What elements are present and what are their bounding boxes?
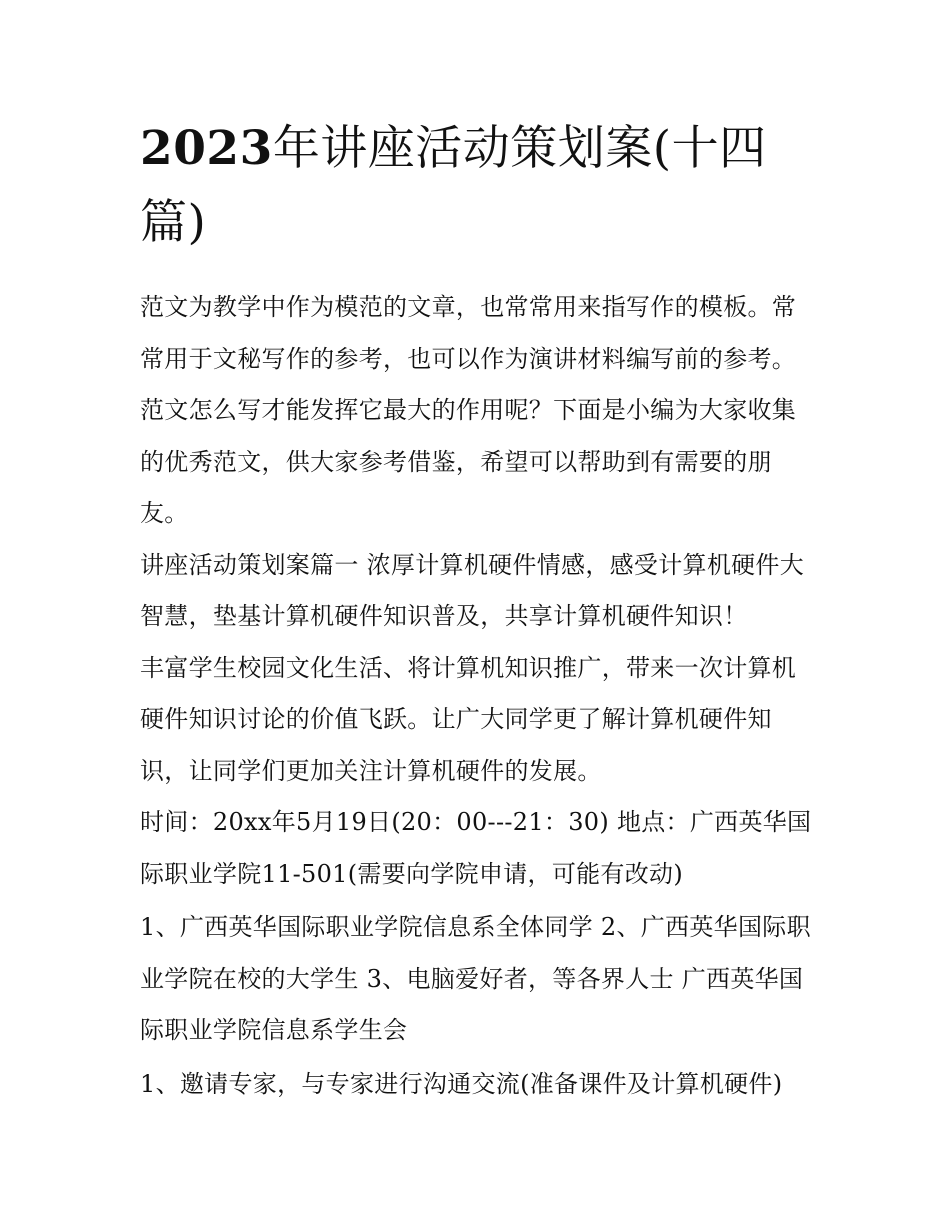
- title-year: 2023: [140, 121, 273, 176]
- paragraph-time-location: 时间：20xx年5月19日(20：00---21：30) 地点：广西英华国际职业学院11-501(需要向学院申请，可能有改动): [140, 808, 812, 888]
- paragraph-purpose: 丰富学生校园文化生活、将计算机知识推广，带来一次计算机硬件知识讨论的价值飞跃。让广大同学更了解计算机硬件知识，让同学们更加关注计算机硬件的发展。: [140, 653, 797, 785]
- paragraph-preparation: 1、邀请专家，与专家进行沟通交流(准备课件及计算机硬件): [140, 1069, 783, 1098]
- title-text: 年讲座活动策划案(十四篇): [140, 121, 767, 250]
- paragraph-audience: 1、广西英华国际职业学院信息系全体同学 2、广西英华国际职业学院在校的大学生 3、电脑爱好者，等各界人士 广西英华国际职业学院信息系学生会: [140, 913, 811, 1044]
- intro-paragraph: 范文为教学中作为模范的文章，也常常用来指写作的模板。常常用于文秘写作的参考，也可以作为演讲材料编写前的参考。范文怎么写才能发挥它最大的作用呢？下面是小编为大家收集的优秀范文，供大家参考借鉴，希望可以帮助到有需要的朋友。: [140, 293, 797, 527]
- document-page: [140, 112, 815, 1110]
- document-title: [140, 112, 815, 260]
- paragraph-plan-intro: 讲座活动策划案篇一 浓厚计算机硬件情感，感受计算机硬件大智慧，垫基计算机硬件知识普及，共享计算机硬件知识！: [140, 550, 805, 630]
